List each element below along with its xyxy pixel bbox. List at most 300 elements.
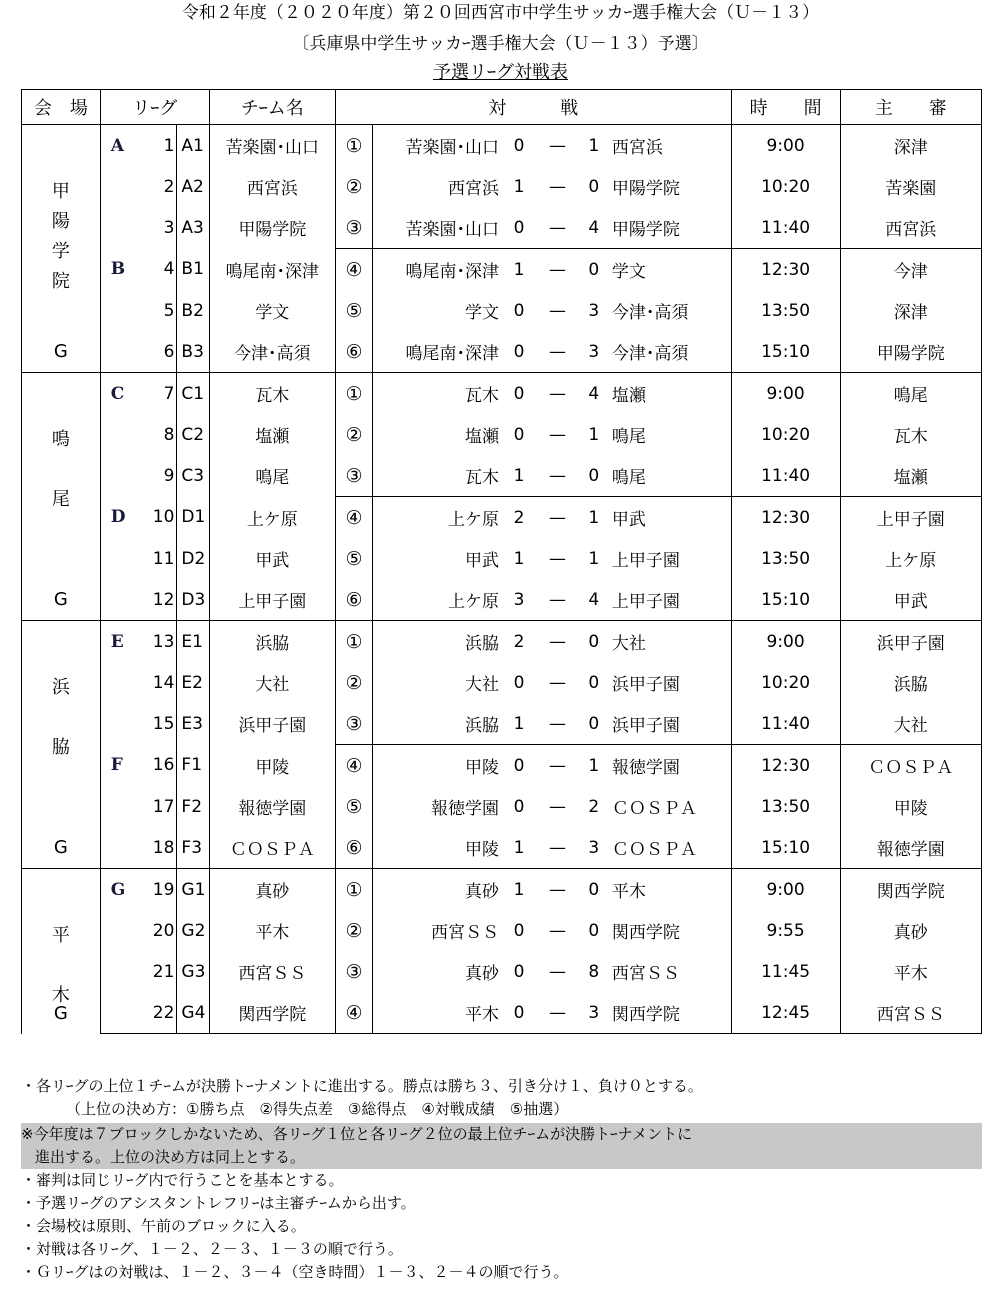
kickoff-time: 9:00 [731, 373, 840, 415]
home-team: 苦楽園･山口 [373, 125, 505, 167]
table-row [22, 538, 982, 579]
venue-ground: G [53, 341, 68, 362]
table-row [22, 249, 982, 291]
league-letter [100, 827, 147, 869]
match-order: ④ [335, 992, 372, 1034]
team-code: F2 [177, 786, 209, 827]
home-score: 0 [513, 796, 525, 817]
kickoff-time: 10:20 [731, 166, 840, 207]
match-number: 12 [148, 579, 177, 621]
home-team: 瓦木 [373, 373, 505, 415]
home-team: 鳴尾南･深津 [373, 331, 505, 373]
away-score: 0 [582, 869, 606, 911]
home-score: 0 [513, 217, 525, 238]
away-score: 1 [582, 125, 606, 167]
table-row [22, 125, 982, 167]
kickoff-time: 12:45 [731, 992, 840, 1034]
venue-name: 浜 脇 [51, 677, 70, 758]
venue-ground: G [53, 837, 68, 858]
score-dash: — [533, 125, 581, 167]
notes [21, 1075, 982, 1284]
referee: 甲陵 [840, 786, 981, 827]
away-score: 0 [588, 713, 600, 734]
referee: 深津 [840, 125, 981, 167]
score-dash: — [533, 249, 581, 291]
league-letter [100, 703, 147, 745]
header-venue: 会 場 [22, 90, 101, 125]
home-team: 上ケ原 [373, 579, 505, 621]
team-name: 甲武 [209, 538, 335, 579]
match-number: 14 [148, 662, 177, 703]
away-score: 4 [588, 217, 600, 238]
team-code: C1 [177, 373, 209, 415]
kickoff-time: 9:00 [731, 125, 840, 167]
league-letter [100, 207, 147, 249]
match-number: 17 [148, 786, 177, 827]
team-name: 鳴尾 [209, 455, 335, 497]
match-order: ③ [335, 703, 372, 745]
schedule-table [21, 89, 982, 1034]
away-team: 平木 [606, 869, 731, 911]
team-code: F3 [177, 827, 209, 869]
team-code: E3 [177, 703, 209, 745]
away-team: 塩瀬 [606, 373, 731, 415]
table-row [22, 910, 982, 951]
away-score: 1 [582, 497, 606, 539]
away-score: 0 [588, 672, 600, 693]
score-dash: — [548, 176, 566, 197]
home-score: 0 [513, 424, 525, 445]
league-letter [100, 951, 147, 992]
table-row [22, 331, 982, 373]
score-dash: — [533, 869, 581, 911]
table-row [22, 373, 982, 415]
table-row [22, 869, 982, 911]
referee: 関西学院 [840, 869, 981, 911]
venue-name: 鳴 尾 [51, 429, 70, 510]
team-name: 甲陽学院 [209, 207, 335, 249]
away-team: ＣＯＳＰＡ [606, 786, 731, 827]
table-row [22, 497, 982, 539]
match-number: 21 [148, 951, 177, 992]
team-name: 塩瀬 [209, 414, 335, 455]
match-number: 2 [148, 166, 177, 207]
away-team: 関西学院 [606, 910, 731, 951]
match-number: 22 [148, 992, 177, 1034]
match-order: ② [335, 910, 372, 951]
home-score: 1 [513, 465, 525, 486]
league-letter [100, 992, 147, 1034]
league-letter: D [100, 497, 147, 539]
referee: 上甲子園 [840, 497, 981, 539]
home-team: 鳴尾南･深津 [373, 249, 505, 291]
away-team: 上甲子園 [606, 579, 731, 621]
table-row [22, 992, 982, 1034]
referee: 瓦木 [840, 414, 981, 455]
kickoff-time: 15:10 [731, 579, 840, 621]
away-team: 大社 [606, 621, 731, 663]
score-dash: — [548, 465, 566, 486]
title-line-3 [0, 62, 1001, 84]
home-team: 苦楽園･山口 [373, 207, 505, 249]
match-order: ① [335, 621, 372, 663]
score-dash: — [548, 424, 566, 445]
match-order: ① [335, 373, 372, 415]
match-order: ④ [335, 497, 372, 539]
team-code: G1 [177, 869, 209, 911]
score-dash: — [548, 548, 566, 569]
match-number: 7 [148, 373, 177, 415]
kickoff-time: 11:40 [731, 455, 840, 497]
league-letter: F [100, 745, 147, 787]
home-team: 甲陵 [373, 827, 505, 869]
home-score: 0 [513, 300, 525, 321]
league-letter [100, 331, 147, 373]
home-score: 2 [505, 497, 533, 539]
table-row [22, 745, 982, 787]
kickoff-time: 13:50 [731, 538, 840, 579]
highlight-note-line-2: 進出する。上位の決め方は同上とする。 [35, 1148, 306, 1166]
match-number: 16 [148, 745, 177, 787]
kickoff-time: 9:00 [731, 621, 840, 663]
match-order: ⑤ [335, 290, 372, 331]
referee: 大社 [840, 703, 981, 745]
referee: 浜甲子園 [840, 621, 981, 663]
kickoff-time: 12:30 [731, 497, 840, 539]
home-team: 大社 [373, 662, 505, 703]
note-1: ・各リｰグの上位１チｰムが決勝トｰナメントに進出する。勝点は勝ち３、引き分け１、負け０とする。 [21, 1077, 703, 1095]
away-team: 報徳学園 [606, 745, 731, 787]
highlight-note [21, 1123, 982, 1169]
home-team: 真砂 [373, 951, 505, 992]
table-row [22, 951, 982, 992]
home-score: 0 [505, 745, 533, 787]
score-dash: — [548, 217, 566, 238]
referee: 甲武 [840, 579, 981, 621]
kickoff-time: 11:40 [731, 207, 840, 249]
table-row [22, 703, 982, 745]
kickoff-time: 11:40 [731, 703, 840, 745]
team-name: 上甲子園 [209, 579, 335, 621]
venue-name: 甲 陽 学 院 [51, 181, 70, 292]
team-code: G2 [177, 910, 209, 951]
referee: 西宮ＳＳ [840, 992, 981, 1034]
note-1-detail: （上位の決め方：①勝ち点 ②得失点差 ③総得点 ④対戦成績 ⑤抽選） [66, 1100, 569, 1118]
venue-ground: G [53, 589, 68, 610]
header-team: チｰム名 [209, 90, 335, 125]
table-row [22, 621, 982, 663]
kickoff-time: 15:10 [731, 331, 840, 373]
league-letter: E [100, 621, 147, 663]
league-letter [100, 414, 147, 455]
away-score: 3 [588, 300, 600, 321]
away-score: 1 [588, 424, 600, 445]
match-order: ③ [335, 951, 372, 992]
venue-cell [22, 869, 101, 1034]
kickoff-time: 9:00 [731, 869, 840, 911]
home-team: 報徳学園 [373, 786, 505, 827]
league-letter [100, 538, 147, 579]
away-team: 鳴尾 [606, 414, 731, 455]
match-order: ② [335, 414, 372, 455]
referee: 甲陽学院 [840, 331, 981, 373]
home-score: 1 [513, 837, 525, 858]
referee: 鳴尾 [840, 373, 981, 415]
away-score: 3 [588, 341, 600, 362]
note-3: ・予選リｰグのアシスタントレフリｰは主審チｰムから出す。 [21, 1194, 416, 1212]
league-letter [100, 579, 147, 621]
referee: 浜脇 [840, 662, 981, 703]
league-letter: G [100, 869, 147, 911]
team-name: 西宮浜 [209, 166, 335, 207]
home-score: 0 [513, 920, 525, 941]
header-time: 時 間 [731, 90, 840, 125]
away-score: 1 [588, 548, 600, 569]
table-row [22, 662, 982, 703]
score-dash: — [548, 796, 566, 817]
team-name: 報徳学園 [209, 786, 335, 827]
match-order: ⑥ [335, 827, 372, 869]
referee: ＣＯＳＰＡ [840, 745, 981, 787]
referee: 今津 [840, 249, 981, 291]
home-team: 上ケ原 [373, 497, 505, 539]
score-dash: — [548, 961, 566, 982]
team-name: 浜甲子園 [209, 703, 335, 745]
team-code: G3 [177, 951, 209, 992]
score-dash: — [548, 837, 566, 858]
kickoff-time: 15:10 [731, 827, 840, 869]
team-name: 大社 [209, 662, 335, 703]
table-row [22, 786, 982, 827]
team-code: E1 [177, 621, 209, 663]
away-score: 4 [588, 589, 600, 610]
team-name: ＣＯＳＰＡ [209, 827, 335, 869]
match-number: 15 [148, 703, 177, 745]
home-team: 西宮ＳＳ [373, 910, 505, 951]
team-code: F1 [177, 745, 209, 787]
league-letter: A [100, 125, 147, 167]
home-team: 学文 [373, 290, 505, 331]
home-score: 1 [513, 713, 525, 734]
away-score: 0 [588, 176, 600, 197]
away-score: 4 [582, 373, 606, 415]
kickoff-time: 12:30 [731, 249, 840, 291]
match-number: 6 [148, 331, 177, 373]
home-score: 1 [505, 869, 533, 911]
team-name: 甲陵 [209, 745, 335, 787]
title-line-1: 令和２年度（２０２０年度）第２０回西宮市中学生サッカｰ選手権大会（Ｕ－１３） [181, 3, 820, 23]
header-referee: 主 審 [840, 90, 981, 125]
table-row [22, 290, 982, 331]
table-row [22, 207, 982, 249]
referee: 報徳学園 [840, 827, 981, 869]
match-order: ⑥ [335, 331, 372, 373]
league-letter [100, 455, 147, 497]
team-code: D1 [177, 497, 209, 539]
team-name: 学文 [209, 290, 335, 331]
home-score: 0 [513, 961, 525, 982]
team-name: 鳴尾南･深津 [209, 249, 335, 291]
league-letter [100, 290, 147, 331]
away-team: 今津･高須 [606, 331, 731, 373]
venue-ground: G [53, 1002, 68, 1024]
league-letter: B [100, 249, 147, 291]
score-dash: — [533, 621, 581, 663]
match-order: ② [335, 662, 372, 703]
away-team: 浜甲子園 [606, 662, 731, 703]
away-team: 西宮浜 [606, 125, 731, 167]
team-name: 関西学院 [209, 992, 335, 1034]
away-score: 1 [582, 745, 606, 787]
team-code: B1 [177, 249, 209, 291]
home-team: 甲陵 [373, 745, 505, 787]
match-number: 9 [148, 455, 177, 497]
away-team: 関西学院 [606, 992, 731, 1034]
score-dash: — [533, 745, 581, 787]
match-number: 4 [148, 249, 177, 291]
team-name: 浜脇 [209, 621, 335, 663]
league-letter [100, 662, 147, 703]
match-order: ④ [335, 745, 372, 787]
score-dash: — [548, 341, 566, 362]
away-team: 浜甲子園 [606, 703, 731, 745]
referee: 苦楽園 [840, 166, 981, 207]
table-row [22, 827, 982, 869]
home-score: 0 [513, 341, 525, 362]
kickoff-time: 10:20 [731, 414, 840, 455]
away-team: 今津･高須 [606, 290, 731, 331]
score-dash: — [533, 497, 581, 539]
match-order: ① [335, 869, 372, 911]
team-code: D3 [177, 579, 209, 621]
table-row [22, 579, 982, 621]
match-order: ⑥ [335, 579, 372, 621]
kickoff-time: 13:50 [731, 786, 840, 827]
header-row [22, 90, 982, 125]
league-letter [100, 786, 147, 827]
score-dash: — [548, 300, 566, 321]
team-code: E2 [177, 662, 209, 703]
kickoff-time: 9:55 [731, 910, 840, 951]
match-order: ③ [335, 207, 372, 249]
home-team: 甲武 [373, 538, 505, 579]
match-order: ④ [335, 249, 372, 291]
referee: 上ケ原 [840, 538, 981, 579]
referee: 西宮浜 [840, 207, 981, 249]
team-code: C2 [177, 414, 209, 455]
away-team: 鳴尾 [606, 455, 731, 497]
team-name: 上ケ原 [209, 497, 335, 539]
away-team: ＣＯＳＰＡ [606, 827, 731, 869]
match-order: ② [335, 166, 372, 207]
venue-name: 平 木 [51, 925, 70, 1006]
league-letter [100, 910, 147, 951]
header-league: リｰグ [100, 90, 209, 125]
home-score: 1 [505, 249, 533, 291]
team-code: A1 [177, 125, 209, 167]
team-code: A3 [177, 207, 209, 249]
match-number: 20 [148, 910, 177, 951]
home-team: 塩瀬 [373, 414, 505, 455]
home-team: 西宮浜 [373, 166, 505, 207]
venue-cell [22, 621, 101, 869]
match-order: ⑤ [335, 538, 372, 579]
title-line-3-text: 予選リｰグ対戦表 [433, 62, 568, 83]
team-code: C3 [177, 455, 209, 497]
header-match: 対 戦 [335, 90, 731, 125]
home-team: 平木 [373, 992, 505, 1034]
team-name: 真砂 [209, 869, 335, 911]
away-team: 上甲子園 [606, 538, 731, 579]
table-row [22, 414, 982, 455]
home-score: 3 [513, 589, 525, 610]
score-dash: — [533, 992, 581, 1034]
away-score: 3 [582, 992, 606, 1034]
home-team: 浜脇 [373, 703, 505, 745]
match-number: 13 [148, 621, 177, 663]
table-row [22, 455, 982, 497]
home-score: 0 [505, 992, 533, 1034]
team-code: B3 [177, 331, 209, 373]
home-score: 0 [513, 672, 525, 693]
kickoff-time: 10:20 [731, 662, 840, 703]
match-order: ③ [335, 455, 372, 497]
home-score: 1 [513, 176, 525, 197]
kickoff-time: 13:50 [731, 290, 840, 331]
team-code: D2 [177, 538, 209, 579]
away-team: 甲武 [606, 497, 731, 539]
venue-cell [22, 125, 101, 373]
home-score: 0 [505, 125, 533, 167]
highlight-note-line-1: ※今年度は７ブロックしかないため、各リｰグ１位と各リｰグ２位の最上位チｰムが決勝トｰナメントに [21, 1125, 693, 1143]
team-name: 西宮ＳＳ [209, 951, 335, 992]
match-order: ⑤ [335, 786, 372, 827]
note-5: ・対戦は各リｰグ、１－２、２－３、１－３の順で行う。 [21, 1240, 403, 1258]
referee: 塩瀬 [840, 455, 981, 497]
league-letter [100, 166, 147, 207]
kickoff-time: 11:45 [731, 951, 840, 992]
home-team: 瓦木 [373, 455, 505, 497]
kickoff-time: 12:30 [731, 745, 840, 787]
match-order: ① [335, 125, 372, 167]
score-dash: — [548, 589, 566, 610]
away-score: 8 [588, 961, 600, 982]
team-name: 瓦木 [209, 373, 335, 415]
score-dash: — [533, 373, 581, 415]
match-number: 3 [148, 207, 177, 249]
venue-cell [22, 373, 101, 621]
match-number: 5 [148, 290, 177, 331]
away-team: 甲陽学院 [606, 166, 731, 207]
away-score: 0 [582, 621, 606, 663]
home-score: 2 [505, 621, 533, 663]
match-number: 11 [148, 538, 177, 579]
team-name: 今津･高須 [209, 331, 335, 373]
home-score: 0 [505, 373, 533, 415]
team-code: A2 [177, 166, 209, 207]
score-dash: — [548, 713, 566, 734]
away-team: 甲陽学院 [606, 207, 731, 249]
score-dash: — [548, 672, 566, 693]
team-code: B2 [177, 290, 209, 331]
match-number: 8 [148, 414, 177, 455]
away-score: 0 [582, 249, 606, 291]
note-4: ・会場校は原則、午前のブロックに入る。 [21, 1217, 306, 1235]
referee: 真砂 [840, 910, 981, 951]
match-number: 18 [148, 827, 177, 869]
note-6: ・Ｇリｰグはの対戦は、１－２、３－４（空き時間）１－３、２－４の順で行う。 [21, 1263, 569, 1281]
home-score: 1 [513, 548, 525, 569]
